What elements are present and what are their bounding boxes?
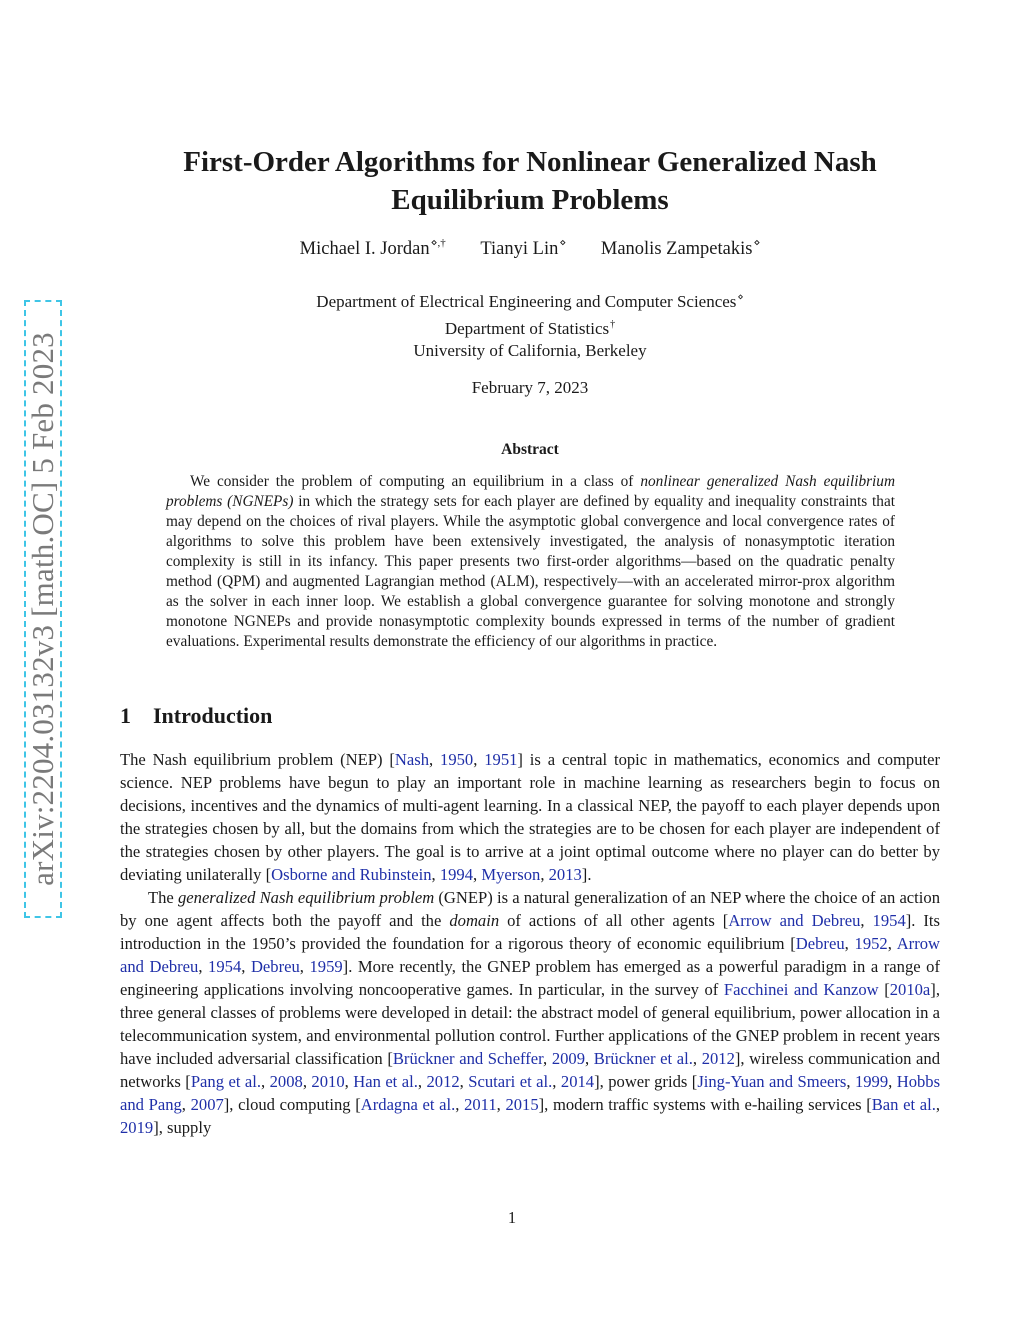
abstract-body	[166, 472, 895, 652]
text: ], supply	[153, 1118, 212, 1137]
text: ,	[473, 750, 485, 769]
title-line-1: First-Order Algorithms for Nonlinear Generalized Nash	[183, 146, 877, 178]
affiliations	[110, 287, 950, 363]
citation-link[interactable]: 2019	[120, 1118, 154, 1137]
text: ,	[344, 1072, 354, 1091]
citation-link[interactable]: Ban et al.	[871, 1095, 936, 1114]
author-name: Manolis Zampetakis	[600, 239, 753, 259]
text: (GNEP) is a natural generalization of an NEP where the choice of an action by one agent affects both the payoff and the	[120, 888, 940, 930]
emphasis: generalized Nash equilibrium problem	[177, 888, 435, 907]
page-number: 1	[507, 1208, 517, 1227]
citation-link[interactable]: Brückner et al.	[593, 1049, 693, 1068]
citation-link[interactable]: 2014	[560, 1072, 595, 1091]
citation-link[interactable]: 2013	[548, 865, 582, 884]
citation-link[interactable]: 1959	[309, 957, 343, 976]
abstract-emphasis: nonlinear generalized Nash equilibrium problems (NGNEPs)	[166, 473, 895, 510]
text: ], wireless communication and networks [	[120, 1049, 941, 1091]
citation-link[interactable]: 2009	[551, 1049, 586, 1068]
citation-link[interactable]: 2012	[701, 1049, 735, 1068]
citation-link[interactable]: Nash	[394, 750, 429, 769]
text: ,	[860, 911, 873, 930]
text: ,	[585, 1049, 594, 1068]
citation-link[interactable]: Ardagna et al.	[360, 1095, 456, 1114]
section-heading-introduction	[120, 703, 272, 729]
citation-link[interactable]: Jing-Yuan and Smeers	[697, 1072, 847, 1091]
citation-link[interactable]: 1999	[854, 1072, 889, 1091]
citation-link[interactable]: 2010	[311, 1072, 345, 1091]
text: ,	[459, 1072, 469, 1091]
text: ,	[543, 1049, 552, 1068]
text: ,	[299, 957, 310, 976]
abstract-text: We consider the problem of computing an equilibrium in a class of	[190, 473, 641, 490]
citation-link[interactable]: Han et al.	[353, 1072, 418, 1091]
author-1	[300, 239, 446, 259]
text: [	[878, 980, 890, 999]
text: ,	[241, 957, 251, 976]
citation-link[interactable]: 1954	[872, 911, 906, 930]
author-name: Tianyi Lin	[480, 239, 559, 259]
affiliation-eecs	[110, 287, 950, 314]
introduction-body	[120, 748, 940, 1139]
paragraph-2	[120, 886, 940, 1139]
text: ]. More recently, the GNEP problem has emerged as a powerful paradigm in a range of engineering applications involving noncooperative games. In particular, in the survey of	[120, 957, 940, 999]
text: The Nash equilibrium problem (NEP) [	[120, 750, 395, 769]
text: ,	[846, 1072, 855, 1091]
affiliation-text: Department of Electrical Engineering and Computer Sciences	[316, 292, 737, 311]
citation-link[interactable]: Arrow and Debreu	[120, 934, 941, 976]
citation-link[interactable]: Myerson	[481, 865, 541, 884]
abstract-heading: Abstract	[501, 441, 559, 458]
citation-link[interactable]: 1950	[440, 750, 474, 769]
text: ,	[552, 1072, 561, 1091]
citation-link[interactable]: Arrow and Debreu	[728, 911, 861, 930]
text: ,	[935, 1095, 941, 1114]
citation-link[interactable]: 1954	[208, 957, 242, 976]
citation-link[interactable]: Osborne and Rubinstein	[271, 865, 432, 884]
section-title: Introduction	[153, 703, 273, 728]
text: ] is a central topic in mathematics, economics and computer science. NEP problems have begun to play an important role in machine learning as researchers begin to focus on decisions, incentives and the dynamics of multi-agent learning. In a classical NEP, the payoff to each player depends upon the strategies chosen by all, but the domains from which the strategies are to be chosen for each player are independent of the strategies chosen by other players. The goal is to arrive at a joint optimal outcome where no player can do better by deviating unilaterally [	[120, 750, 940, 884]
text: ,	[887, 934, 897, 953]
text: ], modern traffic systems with e-hailing services [	[538, 1095, 872, 1114]
citation-link[interactable]: Facchinei and Kanzow	[723, 980, 879, 999]
section-number: 1	[120, 703, 131, 728]
text: of actions of all other agents [	[499, 911, 729, 930]
author-affiliation-mark: ⋄	[559, 237, 567, 249]
citation-link[interactable]: 2008	[269, 1072, 303, 1091]
author-name: Michael I. Jordan	[299, 239, 430, 259]
citation-link[interactable]: 2015	[505, 1095, 539, 1114]
affiliation-mark: ⋄	[737, 292, 744, 303]
citation-link[interactable]: Hobbs and Pang	[120, 1072, 941, 1114]
citation-link[interactable]: Debreu	[250, 957, 300, 976]
affiliation-university: University of California, Berkeley	[413, 341, 647, 360]
text: ].	[581, 865, 592, 884]
paper-title	[110, 143, 950, 219]
emphasis: domain	[449, 911, 500, 930]
text: ,	[302, 1072, 312, 1091]
author-affiliation-mark: ⋄	[753, 237, 761, 249]
affiliation-text: Department of Statistics	[444, 318, 610, 338]
citation-link[interactable]: 2011	[464, 1095, 497, 1114]
author-affiliation-mark: ⋄,†	[430, 237, 446, 249]
citation-link[interactable]: Scutari et al.	[468, 1072, 553, 1091]
text: ,	[417, 1072, 427, 1091]
text: ,	[473, 865, 482, 884]
abstract-text: in which the strategy sets for each player are defined by equality and inequality constraints that may depend on the choices of rival players. While the asymptotic global convergence and local convergence rates of algorithms to solve this problem have been extensively investigated, the analysis of nonasymptotic iteration complexity is still in its infancy. This paper presents two first-order algorithms—based on the quadratic penalty method (QPM) and augmented Lagrangian method (ALM), respectively—with an accelerated mirror-prox algorithm as the solver in each inner loop. We establish a global convergence guarantee for solving monotone and strongly monotone NGNEPs and provide nonasymptotic complexity bounds expressed in terms of the number of gradient evaluations. Experimental results demonstrate the efficiency of our algorithms in practice.	[166, 493, 895, 650]
paragraph-1	[120, 748, 940, 886]
author-3	[601, 239, 760, 259]
text: ,	[431, 865, 440, 884]
text: ,	[198, 957, 209, 976]
arxiv-identifier[interactable]: arXiv:2204.03132v3 [math.OC] 5 Feb 2023	[25, 332, 60, 886]
text: ,	[844, 934, 855, 953]
citation-link[interactable]: 2010a	[889, 980, 931, 999]
citation-link[interactable]: 2007	[190, 1095, 224, 1114]
citation-link[interactable]: 1952	[854, 934, 888, 953]
text: ,	[181, 1095, 191, 1114]
citation-link[interactable]: Brückner and Scheffer	[392, 1049, 544, 1068]
affiliation-mark: †	[610, 318, 616, 330]
text: ], cloud computing [	[223, 1095, 361, 1114]
text: ,	[455, 1095, 465, 1114]
author-2	[480, 239, 566, 259]
text: ], power grids [	[594, 1072, 698, 1091]
text: ]. Its introduction in the 1950’s provided the foundation for a rigorous theory of economic equilibrium [	[120, 911, 940, 953]
text: ,	[429, 750, 441, 769]
text: ,	[261, 1072, 270, 1091]
text: The	[148, 888, 178, 907]
citation-link[interactable]: 1951	[484, 750, 518, 769]
title-line-2: Equilibrium Problems	[391, 184, 669, 216]
citation-link[interactable]: 2012	[426, 1072, 460, 1091]
author-list	[110, 236, 950, 260]
text: ,	[496, 1095, 506, 1114]
paper-date: February 7, 2023	[471, 378, 589, 397]
text: ,	[692, 1049, 702, 1068]
citation-link[interactable]: Pang et al.	[190, 1072, 262, 1091]
citation-link[interactable]: Debreu	[795, 934, 845, 953]
text: ], three general classes of problems were developed in detail: the abstract model of general equilibrium, power allocation in a telecommunication system, and environmental pollution control. Further applications of the GNEP problem in recent years have included adversarial classification [	[120, 980, 940, 1068]
affiliation-statistics	[110, 314, 950, 341]
text: ,	[888, 1072, 897, 1091]
citation-link[interactable]: 1994	[439, 865, 474, 884]
text: ,	[540, 865, 549, 884]
